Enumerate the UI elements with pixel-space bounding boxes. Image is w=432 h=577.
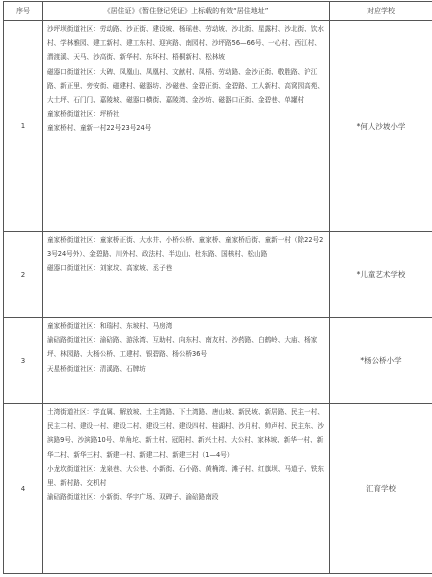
address-paragraph: 渝碚路街道社区：小新街、华宇广场、双碑子、渝碚路南段 — [47, 493, 219, 502]
row-index: 3 — [4, 318, 43, 404]
row-school: *杨公桥小学 — [330, 318, 432, 404]
table-row — [4, 318, 432, 404]
table-header-row — [4, 2, 432, 21]
address-paragraph: 磁器口街道社区：大碑、凤凰山、凤凰村、文献村、凤梧、劳动路、金沙正街、敬胜路、沪江路、新正里、旁安街、磁建村、磁器坊、沙磁巷、金碧正街、金碧路、工人新村、高窝园高苑、大土坪、石门门、嘉陵坡、磁器口横街、嘉陵湾、金沙坊、磁器口正街、金碧巷、单罐村 — [47, 67, 324, 105]
address-school-table — [3, 1, 432, 574]
row-school: *何人沙坡小学 — [330, 21, 432, 232]
row-addresses — [43, 232, 330, 318]
table-row — [4, 232, 432, 318]
address-paragraph: 童家桥街道社区：童家桥正街、大水井、小桥公桥、童家桥、童家桥后街、童新一村（除22号23号24号外）、金碧路、川外村、政法村、半边山、杜东路、国核村、松山路 — [47, 236, 324, 259]
table-row — [4, 21, 432, 232]
row-school: *儿童艺术学校 — [330, 232, 432, 318]
row-addresses — [43, 404, 330, 574]
row-index: 1 — [4, 21, 43, 232]
address-paragraph: 童家桥村、童新一村22号23号24号 — [47, 124, 152, 133]
row-addresses — [43, 318, 330, 404]
address-paragraph: 土湾街道社区：学直属、解放坡、土主湾路、下土湾路、唐山坡、新民坡、新居路、民主一村、民主二村、建设一村、建设二村、建设三村、建设四村、桂湖村、沙月村、帅声村、民主东、沙滨路9号、沙滨路10号、单角坨、新土村、冠阳村、新兴土村、大公村、家林坡、新华一村、新华二村、新华三村、新建一村、新建二村、新建三村（1—4号） — [47, 408, 324, 459]
row-school: 汇育学校 — [330, 404, 432, 574]
address-paragraph: 童家桥街道社区：坪桥社 — [47, 110, 120, 119]
address-paragraph: 天星桥街道社区：清溪路、石牌坊 — [47, 364, 146, 373]
address-paragraph: 磁器口街道社区：刘家坟、高家坡、丞子巷 — [47, 264, 173, 273]
table-row — [4, 404, 432, 574]
row-index: 4 — [4, 404, 43, 574]
address-paragraph: 童家桥街道社区：和瑞村、东坡村、马房湾 — [47, 322, 173, 330]
address-paragraph: 沙坪坝街道社区：劳动路、沙正街、建设坡、杨瑶巷、劳动坡、沙北街、星露村、沙北街、饮水村、学林雅园、建工新村、建工东村、迎宾路、南园村、沙坪路56—66号、一心村、西江村、潜渡溪、天马、沙高街、新华村、东环村、梧桐新村、松林坡 — [47, 25, 324, 62]
header-index: 序号 — [4, 2, 43, 21]
header-school: 对应学校 — [330, 2, 432, 21]
address-paragraph: 渝碚路街道社区：渝碚路、游泳湾、互助村、向东村、南友村、沙药路、白鹤岭、大庙、杨家坪、林园路、大杨公桥、工建村、银碧路、杨公桥36号 — [47, 336, 318, 359]
row-addresses — [43, 21, 330, 232]
row-index: 2 — [4, 232, 43, 318]
address-paragraph: 小龙坎街道社区：龙泉巷、大公巷、小新街、石小路、黄桷湾、滩子村、红旗坝、马道子、铁东里、新村路、交机村 — [47, 464, 324, 488]
header-address: 《居住证》《暂住登记凭证》上标载的有效“居住地址” — [43, 2, 330, 21]
